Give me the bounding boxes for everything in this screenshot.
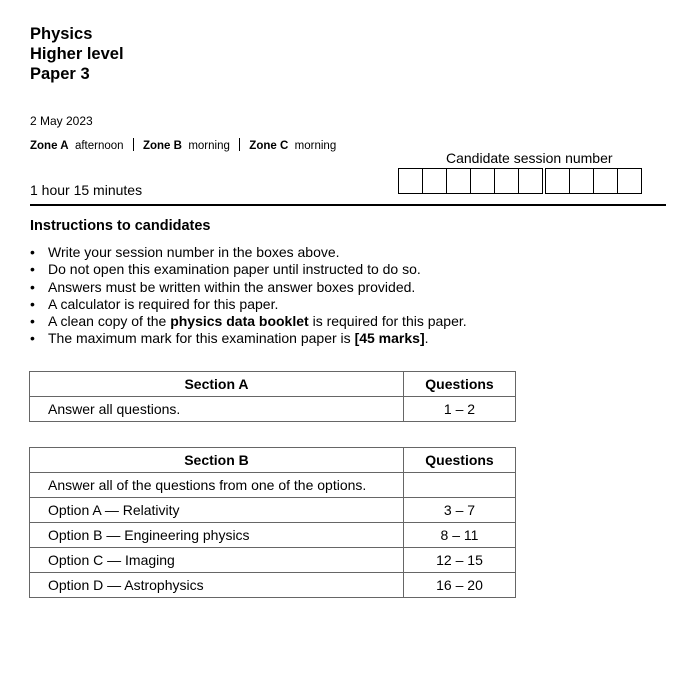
paper: Paper 3 [30, 65, 90, 83]
instruction-item: • Do not open this examination paper until instructed to do so. [30, 261, 467, 278]
instructions-list [30, 244, 467, 348]
session-digit-box[interactable] [545, 168, 570, 194]
section-a-table [29, 371, 516, 422]
subject: Physics [30, 25, 93, 43]
instruction-item [30, 313, 467, 330]
session-digit-box[interactable] [494, 168, 519, 194]
table-row [30, 523, 516, 548]
row-questions: 1 – 2 [404, 397, 516, 422]
instruction-item: • Write your session number in the boxes above. [30, 244, 467, 261]
instruction-emphasis: [45 marks] [354, 330, 425, 347]
instruction-emphasis: physics data booklet [170, 313, 309, 330]
exam-duration: 1 hour 15 minutes [30, 182, 143, 198]
instruction-text: A clean copy of the [48, 313, 171, 330]
candidate-session-label: Candidate session number [446, 150, 613, 166]
row-description: Answer all of the questions from one of the options. [30, 473, 404, 498]
row-description: Option B — Engineering physics [30, 523, 404, 548]
zone-a-label: Zone A [30, 140, 69, 152]
session-digit-box[interactable] [446, 168, 471, 194]
questions-header: Questions [404, 372, 516, 397]
table-row [30, 498, 516, 523]
table-row [30, 397, 516, 422]
zone-c-time: morning [294, 140, 337, 152]
section-a-header: Section A [30, 372, 404, 397]
section-b-table [29, 447, 516, 598]
row-questions: 8 – 11 [404, 523, 516, 548]
row-description: Answer all questions. [30, 397, 404, 422]
row-questions: 3 – 7 [404, 498, 516, 523]
zone-a-time: afternoon [74, 140, 124, 152]
row-questions: 12 – 15 [404, 548, 516, 573]
row-questions: 16 – 20 [404, 573, 516, 598]
table-row [30, 473, 516, 498]
header-divider [30, 204, 666, 206]
session-digit-box[interactable] [593, 168, 618, 194]
exam-title [30, 24, 124, 84]
session-digit-box[interactable] [617, 168, 642, 194]
row-questions [404, 473, 516, 498]
instruction-item: • Answers must be written within the answer boxes provided. [30, 279, 467, 296]
zone-c-label: Zone C [249, 140, 289, 152]
level: Higher level [30, 45, 124, 63]
zone-b-label: Zone B [142, 140, 182, 152]
row-description: Option D — Astrophysics [30, 573, 404, 598]
zone-divider [239, 138, 240, 151]
session-digit-box[interactable] [518, 168, 543, 194]
table-row [30, 573, 516, 598]
instruction-text: . [424, 330, 429, 347]
questions-header: Questions [404, 448, 516, 473]
instructions-heading: Instructions to candidates [30, 218, 211, 234]
session-digit-box[interactable] [569, 168, 594, 194]
zone-b-time: morning [188, 140, 230, 152]
instruction-text: The maximum mark for this examination paper is [48, 330, 355, 347]
exam-date: 2 May 2023 [30, 114, 93, 128]
row-description: Option A — Relativity [30, 498, 404, 523]
instruction-item: • A calculator is required for this paper. [30, 296, 467, 313]
zone-times [30, 138, 336, 152]
table-row [30, 548, 516, 573]
section-b-header: Section B [30, 448, 404, 473]
row-description: Option C — Imaging [30, 548, 404, 573]
session-digit-box[interactable] [470, 168, 495, 194]
session-digit-box[interactable] [422, 168, 447, 194]
session-digit-box[interactable] [398, 168, 423, 194]
candidate-session-boxes [399, 168, 642, 194]
instruction-item [30, 330, 467, 347]
instruction-text: is required for this paper. [308, 313, 467, 330]
zone-divider [133, 138, 134, 151]
